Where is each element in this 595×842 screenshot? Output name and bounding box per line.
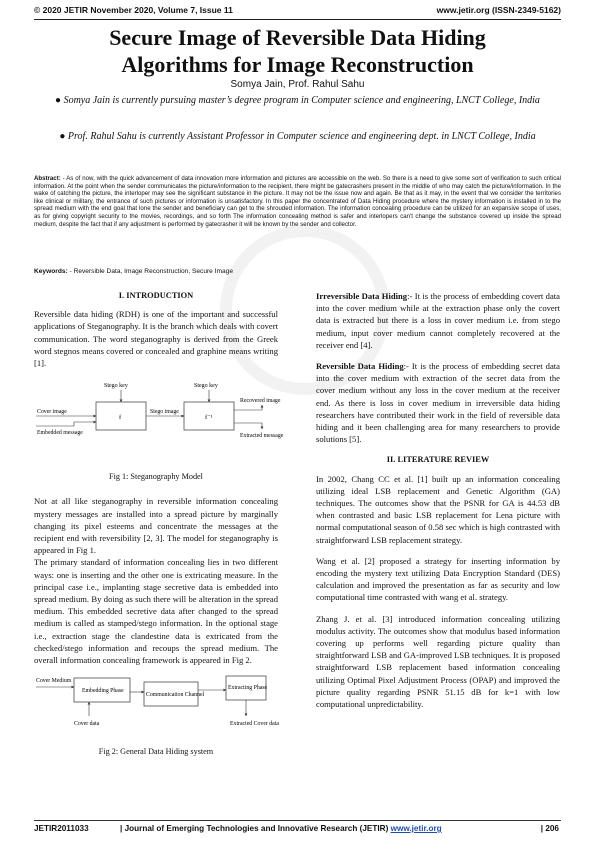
fig2-cover-data: Cover data bbox=[74, 721, 100, 728]
literature-paragraph-3: Zhang J. et al. [3] introduced information concealing utilizing modulus activity. The outcomes show that modulus based information covering up performs well regarding picture quality than straightforward LSB and GA-improved LSB techniques. It is proposed straightforward LSB replacement based information concealing utilizing Optimal Pixel Adjustment Process (OPAP) and improved the picture quality regarding PSNR 51.15 dB for k=1 with low computational unpredictability. bbox=[316, 613, 560, 710]
footer-rule bbox=[34, 820, 561, 821]
page-footer bbox=[34, 824, 561, 836]
intro-paragraph-1: Reversible data hiding (RDH) is one of the important and successful applications of Steganography. It is the branch which deals with covert communication. The word steganography is derived from the Greek word stegnos means covered or concealed and graphine means writing [1]. bbox=[34, 309, 278, 369]
left-column bbox=[34, 290, 284, 770]
fig2-extracted-cover-data: Extracted Cover data bbox=[230, 721, 279, 728]
keywords-label: Keywords: bbox=[34, 268, 68, 275]
fig1-embedded-message: Embedded message bbox=[37, 430, 83, 437]
irreversible-label: Irreversible Data Hiding bbox=[316, 291, 408, 301]
keywords-text: - Reversible Data, Image Reconstruction, Secure Image bbox=[67, 268, 234, 275]
right-column bbox=[316, 290, 560, 710]
data-hiding-system-figure bbox=[34, 672, 278, 744]
literature-review-heading: II. LITERATURE REVIEW bbox=[386, 455, 490, 465]
fig1-stego-image: Stego image bbox=[150, 409, 179, 416]
abstract bbox=[34, 175, 561, 228]
reversible-paragraph bbox=[316, 360, 560, 445]
keywords bbox=[34, 268, 561, 275]
footer-paper-id: JETIR2011033 bbox=[34, 824, 89, 833]
paper-title bbox=[34, 24, 561, 78]
title-line-1: Secure Image of Reversible Data Hiding bbox=[109, 25, 486, 50]
introduction-heading: I. INTRODUCTION bbox=[118, 291, 194, 300]
affiliation-2: ● Prof. Rahul Sahu is currently Assistant Professor in Computer science and engineering dept. in LNCT College, India bbox=[59, 131, 536, 142]
abstract-text: - As of now, with the quick advancement of data innovation more information and pictures are accessible on the web. So there is a need to give some sort of verification to such critical information. At the point when the sender communicates the picture/information to the recipient, there might be gatecrashers present in the middle of who may catch the picture/information. In the wake of catching the picture, the interloper may see the significant substance in the picture. It may not be the issue now and again. Be that as it may, in the event that we consider the territories like clinical or military, the entrance of such pictures or information is unsatisfactory. In this paper the concentrated of Data Hiding procedure where the mystery information is installed in to the spread medium with the end goal that lone the sender and beneficiary can get to the shrouded information. The information concealing procedure can be utilized for an expansive scope of uses, as for giving copyright security to the movies, recordings, and so forth The information concealing method is safer and interlopers can't change the substance covered up inside the spread medium, despite the fact that if any adjustment is performed by gatecrasher it will be known by the sender and collector. bbox=[34, 175, 561, 228]
fig1-stego-key-left: Stego key bbox=[104, 383, 128, 390]
literature-paragraph-2: Wang et al. [2] proposed a strategy for inserting information by encoding the mystery text utilizing Data Encryption Standard (DES) calculation and improved the presentation as far as security and low computational time contrasted with wang et al. strategy. bbox=[316, 555, 560, 603]
reversible-label: Reversible Data Hiding bbox=[316, 361, 404, 372]
irreversible-paragraph bbox=[316, 290, 560, 351]
fig1-f-inv-label: f⁻¹ bbox=[205, 414, 213, 422]
fig1-f-label: f bbox=[119, 414, 122, 422]
intro-paragraph-3: The primary standard of information concealing lies in two different ways: one is inserting and the other one is extricating measure. In the principal case i.e., implanting stage secretive data is embedded into spread medium. By doing as such there will be alteration in the spread medium. This embedded secretive data after changed to the spread medium is called as stamped/stego information. In the optional stage i.e., extraction stage the clandestine data is extricated from the checked/stego information and recoups the spread medium. The overall information concealing framework is appeared in Fig 2. bbox=[34, 557, 278, 666]
fig1-recovered-image: Recovered image bbox=[240, 398, 281, 405]
authors: Somya Jain, Prof. Rahul Sahu bbox=[230, 79, 365, 90]
fig1-extracted-message: Extracted message bbox=[240, 433, 284, 440]
footer-page-number: | 206 bbox=[540, 824, 559, 833]
footer-journal-link[interactable]: www.jetir.org bbox=[390, 824, 442, 833]
fig2-embedding-phase: Embedding Phase bbox=[82, 688, 124, 695]
intro-paragraph-2: Not at all like steganography in reversible information concealing mystery messages are installed into a spread picture by marginally changing its pixel esteems and concentrate the messages at the recipient end with reversibility [2, 3]. The model for steganography is appeared in Fig 1. bbox=[34, 496, 278, 556]
reversible-text: :- It is the process of embedding secret data into the cover medium with extraction of the secret data from the cover medium without any loss in the cover medium at the receiver end. As there is loss in cover medium in irreversible data hiding researchers have contributed their work in the field of reversible data hiding and it been challenging area for many researchers to provide solutions [5]. bbox=[316, 361, 560, 445]
header-citation: © 2020 JETIR November 2020, Volume 7, Issue 11 bbox=[34, 5, 233, 15]
literature-paragraph-1: In 2002, Chang CC et al. [1] built up an information concealing utilizing ideal LSB replacement and Genetic Algorithm (GA) techniques. The outcomes show that the PSNR for GA is 44.53 dB when contrasted and basic LSB replacement for Lena picture with normal computational season of 0.58 sec which is high contrasted with straightforward LSB replacement strategy. bbox=[316, 473, 560, 545]
irreversible-text: :- It is the process of embedding covert data into the cover medium while at the extraction phase only the covert data is extracted but there is a loss in cover medium i.e. from stego medium, input cover medium cannot completely recovered at the receiver end [4]. bbox=[316, 291, 560, 350]
header-rule bbox=[34, 19, 561, 20]
fig2-caption: Fig 2: General Data Hiding system bbox=[98, 747, 214, 757]
affiliation-1: ● Somya Jain is currently pursuing master’s degree program in Computer science and engineering, LNCT College, India bbox=[55, 95, 540, 106]
fig1-caption: Fig 1: Steganography Model bbox=[109, 472, 203, 482]
page-number: 206 bbox=[545, 824, 559, 833]
header-website[interactable]: www.jetir.org (ISSN-2349-5162) bbox=[436, 5, 561, 15]
fig1-stego-key-right: Stego key bbox=[194, 383, 218, 390]
running-header bbox=[34, 5, 561, 18]
fig1-cover-image: Cover image bbox=[37, 409, 67, 416]
footer-journal: | Journal of Emerging Technologies and Innovative Research (JETIR) www.jetir.org bbox=[120, 824, 442, 833]
fig2-cover-medium: Cover Medium bbox=[36, 678, 72, 685]
steganography-model-figure bbox=[34, 377, 284, 469]
fig2-extracting-phase: Extracting Phase bbox=[228, 685, 268, 692]
abstract-label: Abstract: bbox=[34, 175, 61, 182]
footer-journal-name: Journal of Emerging Technologies and Innovative Research (JETIR) bbox=[124, 824, 389, 833]
fig2-communication-channel: Communication Channel bbox=[146, 692, 205, 699]
title-line-2: Algorithms for Image Reconstruction bbox=[121, 52, 474, 77]
